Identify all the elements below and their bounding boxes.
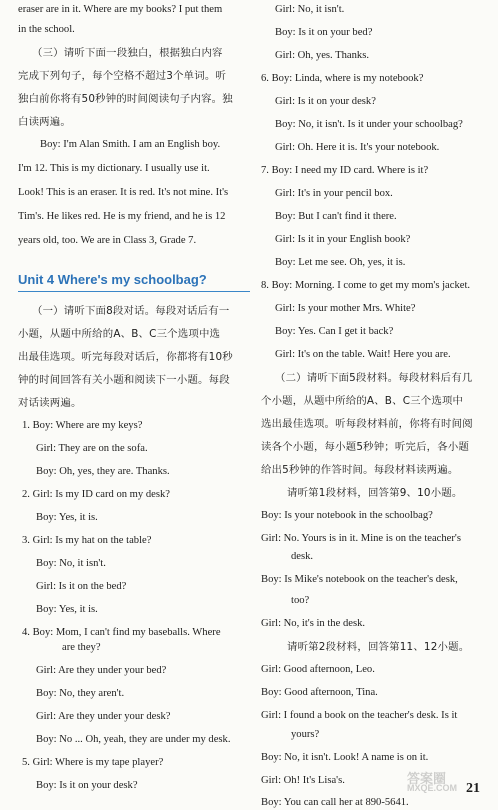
dialogue-line: 5. Girl: Where is my tape player? (22, 757, 164, 768)
text-line: Boy: I'm Alan Smith. I am an English boy. (40, 139, 221, 150)
dialogue-line: Boy: No, it isn't. Is it under your schoolbag? (275, 119, 463, 130)
dialogue-line: Boy: Oh, yes, they are. Thanks. (36, 466, 170, 477)
text-line: eraser are in it. Where are my books? I put them (18, 4, 223, 15)
dialogue-line: Girl: No, it isn't. (275, 4, 345, 15)
dialogue-line: Boy: Is it on your bed? (275, 27, 373, 38)
watermark-line2: MXQE.COM (407, 783, 458, 793)
dialogue-line: Girl: Oh. Here it is. It's your notebook. (275, 142, 440, 153)
dialogue-line: yours? (291, 729, 320, 740)
instruction-line: 独白前你将有50秒钟的时间阅读句子内容。独 (18, 93, 233, 105)
dialogue-line: Girl: Oh, yes. Thanks. (275, 50, 369, 61)
watermark-line1: 答案圈 (407, 771, 447, 786)
dialogue-line: Boy: Is it on your desk? (36, 780, 138, 791)
dialogue-line: Boy: Yes, it is. (36, 512, 98, 523)
dialogue-line: Boy: No ... Oh, yeah, they are under my desk. (36, 734, 231, 745)
dialogue-line: are they? (62, 642, 101, 653)
dialogue-line: Boy: No, it isn't. Look! A name is on it. (261, 752, 429, 763)
unit-title: Unit 4 Where's my schoolbag? (18, 272, 207, 287)
dialogue-line: 1. Boy: Where are my keys? (22, 420, 143, 431)
dialogue-line: Girl: Are they under your bed? (36, 665, 167, 676)
dialogue-line: 2. Girl: Is my ID card on my desk? (22, 489, 170, 500)
text-line: years old, too. We are in Class 3, Grade 7. (18, 235, 197, 246)
dialogue-line: Girl: No. Yours is in it. Mine is on the teacher's (261, 533, 461, 544)
dialogue-line: Boy: Yes. Can I get it back? (275, 326, 394, 337)
dialogue-line: Boy: No, it isn't. (36, 558, 106, 569)
instruction-line: 对话读两遍。 (18, 397, 82, 409)
instruction-line: 小题，从题中所给的A、B、C三个选项中选 (18, 328, 221, 340)
instruction-line: 钟的时间回答有关小题和阅读下一小题。每段 (18, 374, 230, 386)
dialogue-line: Girl: They are on the sofa. (36, 443, 148, 454)
dialogue-line: 3. Girl: Is my hat on the table? (22, 535, 152, 546)
dialogue-line: Boy: But I can't find it there. (275, 211, 397, 222)
instruction-line: （一）请听下面8段对话。每段对话后有一 (32, 305, 230, 317)
text-line: Tim's. He likes red. He is my friend, and he is 12 (18, 211, 226, 222)
instruction-line: （三）请听下面一段独白，根据独白内容 (32, 47, 223, 59)
instruction-line: 读各个小题，每小题5秒钟；听完后，各小题 (261, 441, 470, 453)
dialogue-line: Boy: Let me see. Oh, yes, it is. (275, 257, 406, 268)
dialogue-line: 4. Boy: Mom, I can't find my baseballs. Where (22, 627, 221, 638)
section-heading: 请听第1段材料，回答第9、10小题。 (287, 487, 463, 499)
dialogue-line: Girl: It's in your pencil box. (275, 188, 393, 199)
instruction-line: 白读两遍。 (18, 116, 71, 128)
dialogue-line: 6. Boy: Linda, where is my notebook? (261, 73, 424, 84)
text-line: I'm 12. This is my dictionary. I usually use it. (18, 163, 210, 174)
text-line: Look! This is an eraser. It is red. It's not mine. It's (18, 187, 229, 198)
dialogue-line: Boy: Good afternoon, Tina. (261, 687, 378, 698)
dialogue-line: Girl: Good afternoon, Leo. (261, 664, 375, 675)
dialogue-line: Boy: Yes, it is. (36, 604, 98, 615)
instruction-line: 完成下列句子，每个空格不超过3个单词。听 (18, 70, 227, 82)
dialogue-line: 7. Boy: I need my ID card. Where is it? (261, 165, 429, 176)
dialogue-line: Girl: It's on the table. Wait! Here you are. (275, 349, 451, 360)
text-line: in the school. (18, 24, 75, 35)
dialogue-line: Girl: Oh! It's Lisa's. (261, 775, 345, 786)
page-number: 21 (466, 781, 480, 796)
dialogue-line: desk. (291, 551, 314, 562)
dialogue-line: Girl: Is it on your desk? (275, 96, 376, 107)
dialogue-line: Boy: You can call her at 890-5641. (261, 797, 409, 808)
instruction-line: 个小题，从题中所给的A、B、C三个选项中 (261, 395, 464, 407)
instruction-line: （二）请听下面5段材料。每段材料后有几 (275, 372, 473, 384)
dialogue-line: Girl: Is it on the bed? (36, 581, 127, 592)
section-heading: 请听第2段材料，回答第11、12小题。 (287, 641, 470, 653)
unit-title-rule (18, 291, 250, 292)
instruction-line: 出最佳选项。听完每段对话后，你都将有10秒 (18, 351, 233, 363)
dialogue-line: Boy: No, they aren't. (36, 688, 125, 699)
dialogue-line: too? (291, 595, 310, 606)
dialogue-line: Girl: Is it in your English book? (275, 234, 411, 245)
dialogue-line: Girl: I found a book on the teacher's desk. Is it (261, 710, 458, 721)
instruction-line: 选出最佳选项。听每段材料前，你将有时间阅 (261, 418, 473, 430)
dialogue-line: Boy: Is Mike's notebook on the teacher's desk, (261, 574, 458, 585)
dialogue-line: 8. Boy: Morning. I come to get my mom's jacket. (261, 280, 471, 291)
dialogue-line: Girl: Are they under your desk? (36, 711, 171, 722)
dialogue-line: Boy: Is your notebook in the schoolbag? (261, 510, 433, 521)
dialogue-line: Girl: Is your mother Mrs. White? (275, 303, 416, 314)
instruction-line: 给出5秒钟的作答时间。每段材料读两遍。 (261, 464, 459, 476)
dialogue-line: Girl: No, it's in the desk. (261, 618, 366, 629)
